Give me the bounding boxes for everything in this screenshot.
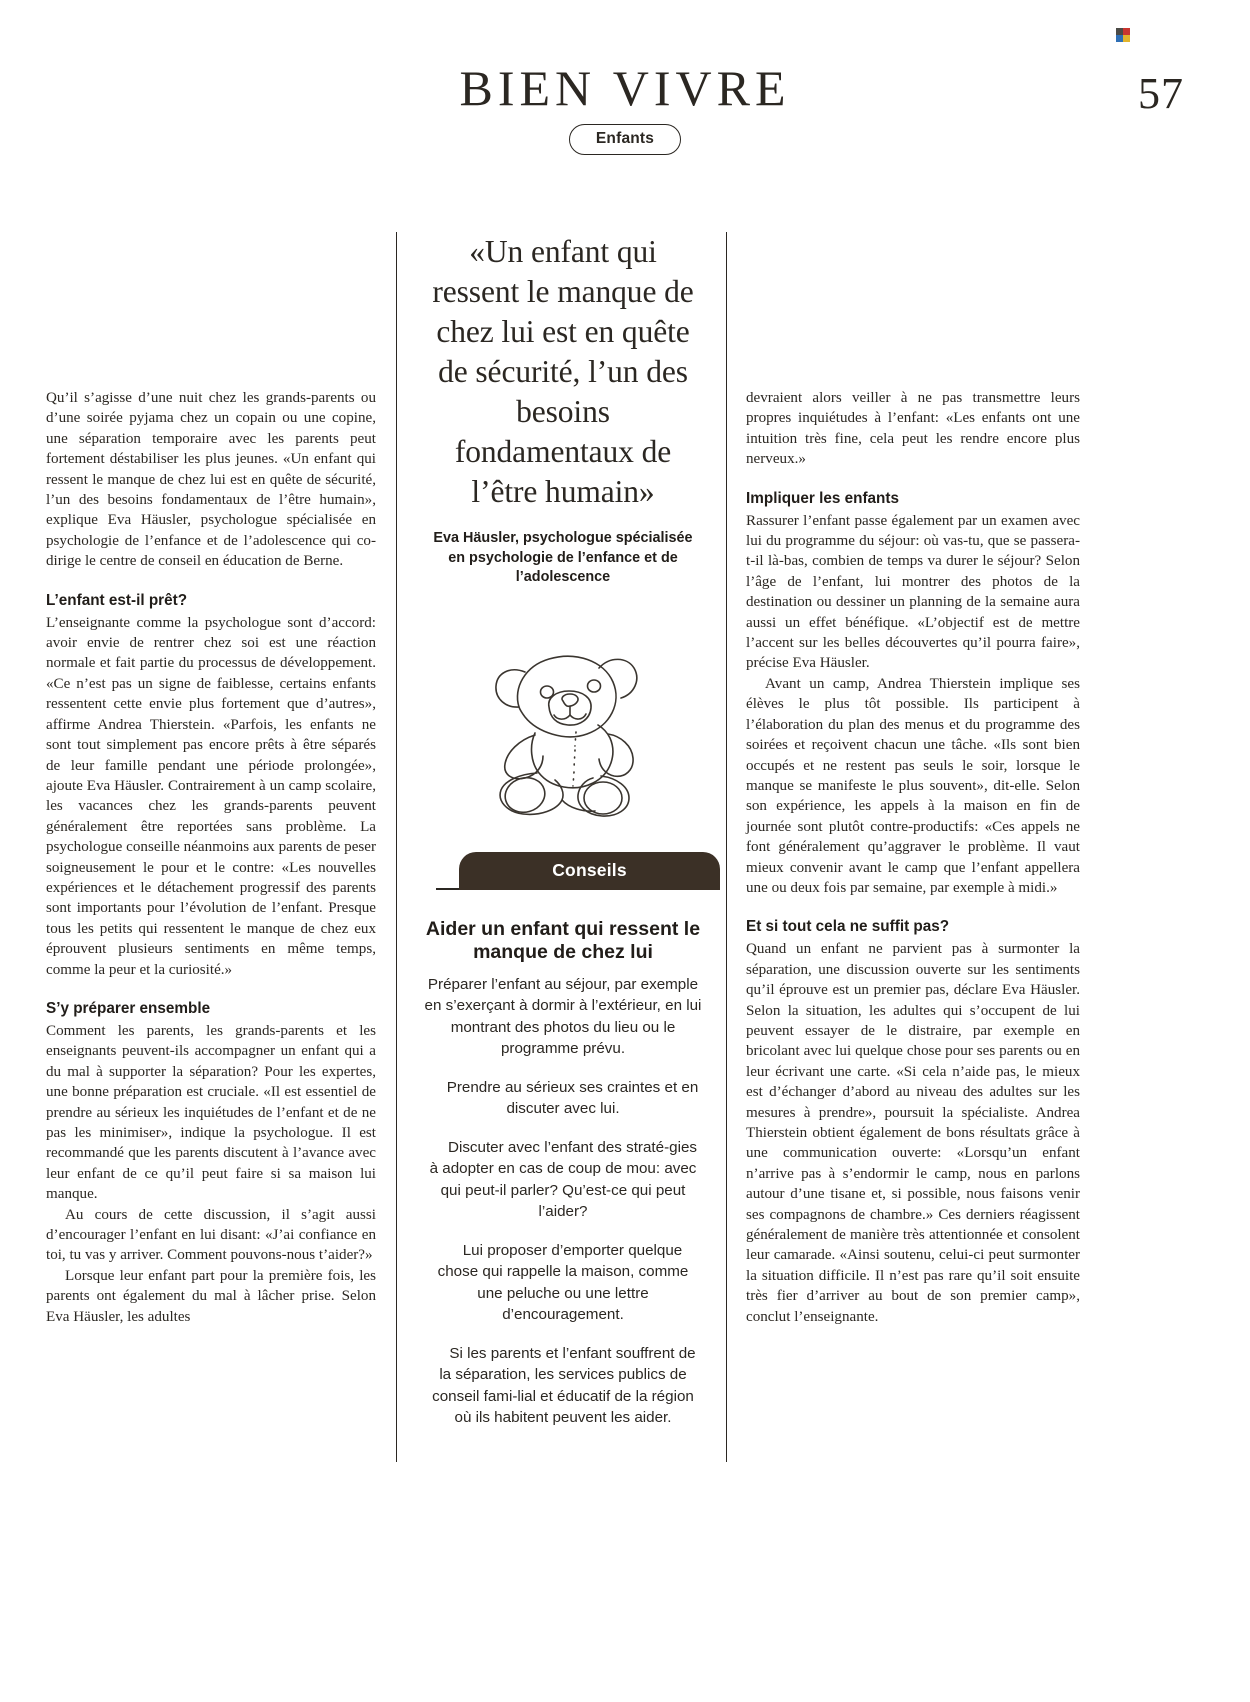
article-column-right	[746, 388, 1080, 1327]
article-column-left	[46, 388, 376, 1327]
pull-quote: «Un enfant qui ressent le manque de chez lui est en quête de sécurité, l’un des besoins fondamentaux de l’être humain»	[432, 234, 694, 509]
registration-swatch-yellow	[1123, 35, 1130, 42]
tips-list	[424, 974, 702, 1429]
tip-item: Si les parents et l’enfant souffrent de la séparation, les services publics de conseil fami-lial et éducatif de la région où ils habitent peuvent les aider.	[432, 1344, 696, 1426]
article-subheading: Impliquer les enfants	[746, 489, 900, 507]
registration-swatch-dark	[1116, 28, 1123, 35]
color-registration-mark	[1116, 28, 1130, 42]
article-paragraph: L’enseignante comme la psychologue sont d’accord: avoir envie de rentrer chez soi est une réaction normale et fait partie du processus de développement. «Ce n’est pas un signe de faiblesse, certains enfants ressentent cette envie plus fortement que d’autres», affirme Andrea Thierstein. «Parfois, les enfants ne sont tout simplement pas encore prêts à être séparés de leur famille pendant une période prolongée», ajoute Eva Häusler. Contrairement à un camp scolaire, les vacances chez les grands-parents peuvent généralement être reportées sans problème. La psychologue conseille néanmoins aux parents de peser soigneusement le pour et le contre: «Les nouvelles expériences et le détachement progressif des parents sont importants pour l’évolution de l’enfant. Presque tous les petits qui ressentent le manque de chez eux éprouvent plusieurs sentiments en même temps, comme la peur et la curiosité.»	[46, 614, 376, 978]
tip-item: Préparer l’enfant au séjour, par exemple en s’exerçant à dormir à l’extérieur, en lui montrant des photos du lieu ou le programme prévu.	[424, 975, 702, 1057]
tip-item: Prendre au sérieux ses craintes et en discuter avec lui.	[446, 1078, 699, 1117]
article-paragraph: Avant un camp, Andrea Thierstein implique ses élèves le plus tôt possible. Ils participent à l’élaboration du plan des menus et du programme des soirées et reçoivent chacun une tâche. «Ils sont bien occupés et ne restent pas seuls le soir, lorsque le manque se manifeste le plus souvent», dit-elle. Selon son expérience, les appels à la maison en fin de journée sont plutôt contre-productifs: «Ces appels ne font généralement qu’aggraver le problème. Il vaut mieux convenir avant le camp que l’enfant appellera une ou deux fois par semaine, par exemple à midi.»	[746, 675, 1080, 896]
article-paragraph: Comment les parents, les grands-parents et les enseignants peuvent-ils accompagner un enfant qui a du mal à supporter la séparation? Pour les expertes, une bonne préparation est cruciale. «Il est essentiel de prendre au sérieux les inquiétudes de l’enfant et de ne pas les minimiser», indique la psychologue. Il est recommandé que les parents discutent à l’avance avec leur enfant de ce qu’il peut faire si sa maison lui manque.	[46, 1022, 376, 1203]
page-header	[0, 62, 1250, 155]
column-divider-right	[726, 232, 727, 1462]
tips-heading: Aider un enfant qui ressent le manque de chez lui	[425, 917, 701, 963]
registration-swatch-blue	[1116, 35, 1123, 42]
article-subheading: Et si tout cela ne suffit pas?	[746, 918, 950, 936]
tip-item: Discuter avec l’enfant des straté-gies à adopter en cas de coup de mou: avec qui peut-il parler? Qu’est-ce qui peut l’aider?	[429, 1138, 698, 1220]
column-divider-left	[396, 232, 397, 1462]
pull-quote-attribution: Eva Häusler, psychologue spécialisée en psychologie de l’enfance et de l’adolescence	[433, 530, 693, 585]
tips-banner	[424, 850, 702, 890]
teddy-bear-illustration	[424, 628, 702, 828]
page-number: 57	[1138, 69, 1184, 118]
article-subheading: S’y préparer ensemble	[46, 999, 211, 1017]
article-paragraph: Lorsque leur enfant part pour la première fois, les parents ont également du mal à lâcher prise. Selon Eva Häusler, les adultes	[46, 1267, 376, 1325]
article-paragraph: devraient alors veiller à ne pas transmettre leurs propres inquiétudes à l’enfant: «Les enfants ont une intuition très fine, cela peut les rendre encore plus nerveux.»	[746, 390, 1080, 468]
category-badge: Enfants	[569, 124, 681, 155]
article-paragraph: Rassurer l’enfant passe également par un examen avec lui du programme du séjour: où vas-tu, que se passera-t-il là-bas, combien de temps va durer le séjour? Selon l’âge de l’enfant, lui montrer des photos de la destination ou dessiner un planning de la semaine aura aussi un effet bénéfique. «L’objectif est de mettre l’accent sur les belles découvertes qu’il pourra faire», précise Eva Häusler.	[746, 512, 1080, 672]
article-paragraph: Au cours de cette discussion, il s’agit aussi d’encourager l’enfant en lui disant: «J’ai confiance en toi, tu vas y arriver. Comment pouvons-nous t’aider?»	[46, 1206, 376, 1264]
article-column-middle	[424, 232, 702, 1429]
teddy-bear-icon	[477, 628, 649, 828]
tip-item: Lui proposer d’emporter quelque chose qui rappelle la maison, comme une peluche ou une lettre d’encouragement.	[437, 1241, 689, 1323]
article-paragraph: Quand un enfant ne parvient pas à surmonter la séparation, une discussion ouverte sur les sentiments qu’il éprouve est un premier pas, déclare Eva Häusler. Selon la situation, les adultes qui s’occupent de lui peuvent essayer de le distraire, par exemple en bricolant avec lui quelque chose pour ses parents ou en leur écrivant une carte. «Si cela n’aide pas, le mieux est d’échanger d’abord au niveau des adultes sur les mesures à prendre», poursuit la spécialiste. Andrea Thierstein obtient également de bons résultats grâce à une communication ouverte: «Lorsqu’un enfant n’arrive pas à s’endormir le camp, nous en parlons autour d’une tisane et, si possible, nous faisons venir ses compagnons de chambre.» Ces derniers réagissent généralement de manière très attentionnée et consolent leur camarade. «Ainsi soutenu, celui-ci peut surmonter la situation difficile. Il n’est pas rare qu’il soit ensuite très fier d’arriver au bout de son premier camp», conclut l’enseignante.	[746, 941, 1080, 1325]
page-title: BIEN VIVRE	[459, 60, 791, 116]
registration-swatch-red	[1123, 28, 1130, 35]
tips-banner-label: Conseils	[459, 852, 720, 890]
article-subheading: L’enfant est-il prêt?	[46, 591, 188, 609]
article-paragraph: Qu’il s’agisse d’une nuit chez les grands-parents ou d’une soirée pyjama chez un copain ou une copine, une séparation temporaire avec les parents peut fortement déstabiliser les plus jeunes. «Un enfant qui ressent le manque de chez lui est en quête de sécurité, l’un des besoins fondamentaux de l’être humain», explique Eva Häusler, psychologue spécialisée en psychologie de l’enfance et de l’adolescence qui co-dirige le centre de conseil en éducation de Berne.	[46, 390, 376, 570]
